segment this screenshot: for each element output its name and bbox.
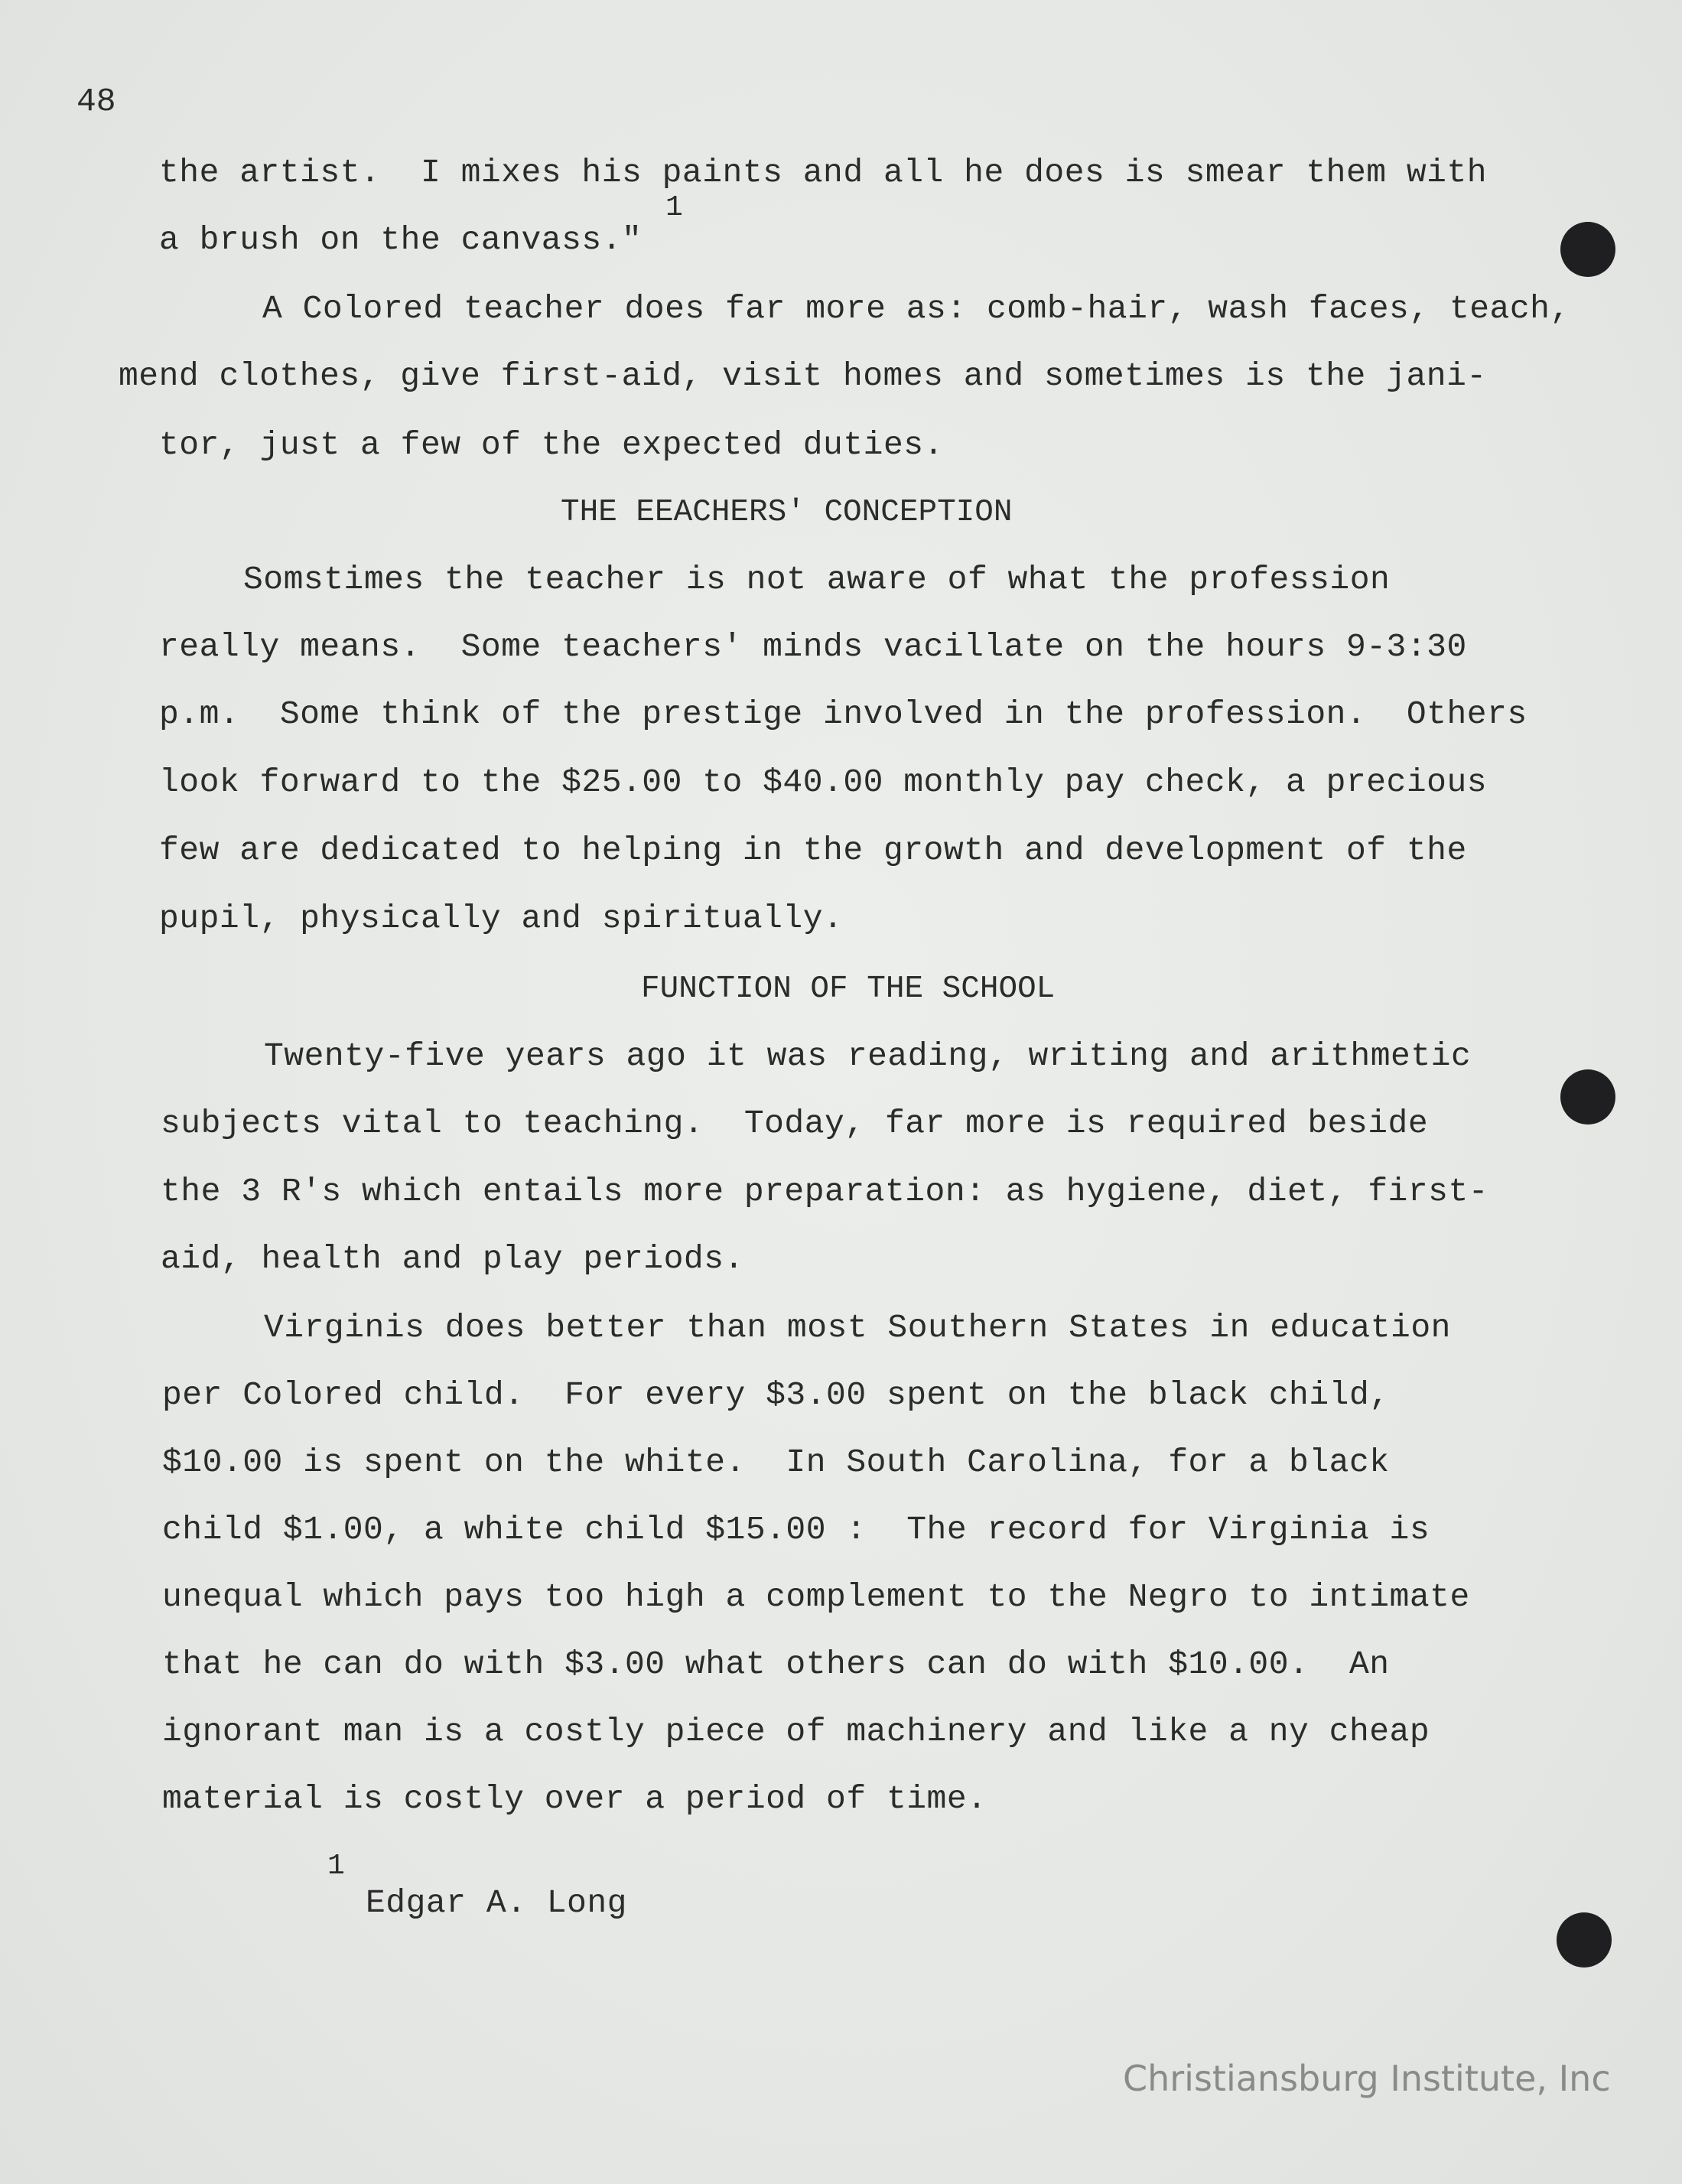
text-line: unequal which pays too high a complement to the Negro to intimate [162,1578,1470,1616]
page-number: 48 [76,83,116,120]
text-line: Twenty-five years ago it was reading, writing and arithmetic [264,1037,1472,1075]
text-line: a brush on the canvass." [159,221,643,259]
text-line: subjects vital to teaching. Today, far more is required beside [161,1105,1429,1142]
text-line: pupil, physically and spiritually. [159,900,844,937]
text-line: the 3 R's which entails more preparation: as hygiene, diet, first- [161,1173,1489,1210]
text-line: the artist. I mixes his paints and all he does is smear them with [159,154,1488,191]
text-line: that he can do with $3.00 what others can do with $10.00. An [162,1645,1390,1683]
footnote-number: 1 [327,1850,345,1883]
text-line: ignorant man is a costly piece of machinery and like a ny cheap [162,1713,1430,1750]
text-line: Somstimes the teacher is not aware of what the profession [243,561,1391,598]
text-line: A Colored teacher does far more as: comb-hair, wash faces, teach, [262,290,1570,327]
text-line: per Colored child. For every $3.00 spent on the black child, [162,1376,1390,1414]
footnote-marker: 1 [665,191,683,224]
text-line: really means. Some teachers' minds vacillate on the hours 9-3:30 [159,628,1467,666]
text-line: $10.00 is spent on the white. In South Carolina, for a black [162,1444,1390,1481]
binder-hole [1557,1912,1612,1968]
binder-hole [1560,222,1615,277]
section-heading: THE EEACHERS' CONCEPTION [561,495,1013,530]
watermark-text: Christiansburg Institute, Inc [1123,2058,1611,2099]
text-line: tor, just a few of the expected duties. [159,426,944,464]
text-line: aid, health and play periods. [161,1240,744,1278]
text-line: child $1.00, a white child $15.00 : The record for Virginia is [162,1511,1430,1548]
text-line: Virginis does better than most Southern States in education [264,1309,1451,1346]
text-line: material is costly over a period of time. [162,1780,987,1818]
section-heading: FUNCTION OF THE SCHOOL [641,972,1056,1007]
binder-hole [1560,1069,1615,1125]
text-line: p.m. Some think of the prestige involved in the profession. Others [159,695,1527,733]
text-line: mend clothes, give first-aid, visit homes and sometimes is the jani- [119,357,1487,395]
text-line: look forward to the $25.00 to $40.00 monthly pay check, a precious [159,763,1488,801]
footnote-text: Edgar A. Long [366,1884,627,1922]
text-line: few are dedicated to helping in the growth and development of the [159,832,1467,869]
